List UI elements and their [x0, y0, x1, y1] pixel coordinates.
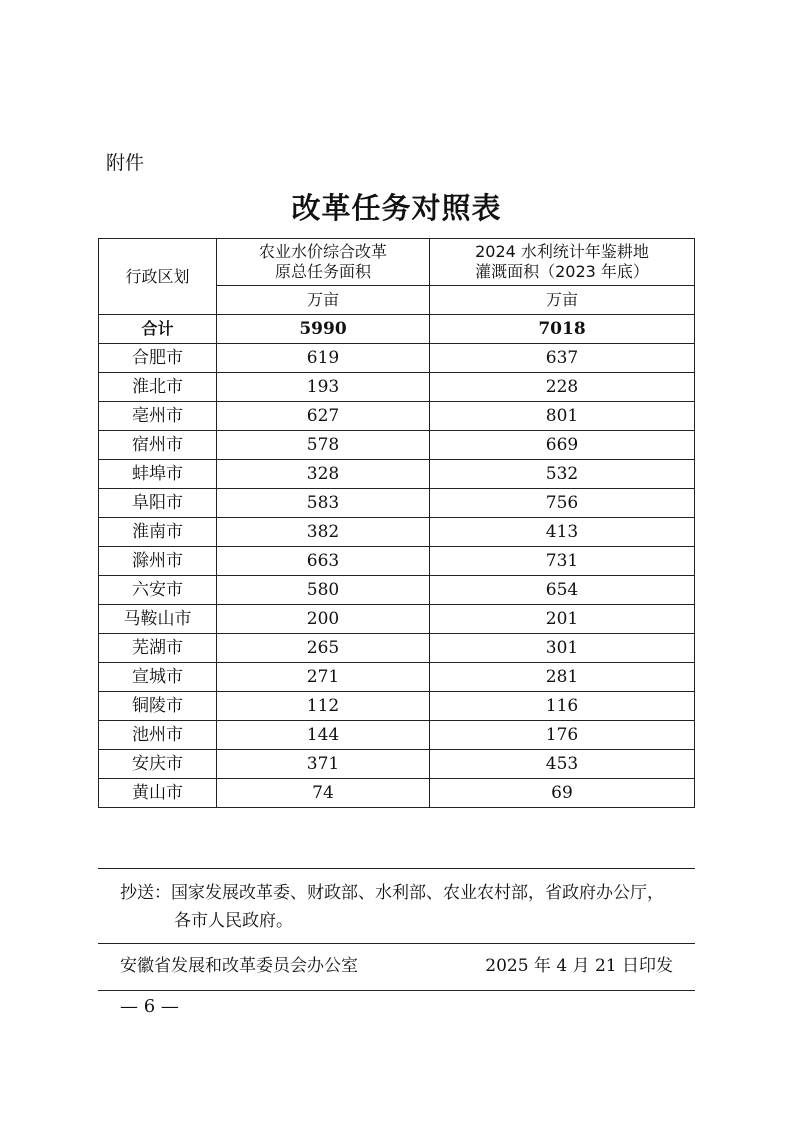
irrigation-area-cell: 116	[430, 692, 695, 721]
total-label: 合计	[99, 315, 217, 344]
issuer-row	[98, 944, 695, 982]
irrigation-area-cell: 669	[430, 431, 695, 460]
region-cell: 芜湖市	[99, 634, 217, 663]
header-col1	[217, 239, 430, 286]
table-row	[99, 431, 695, 460]
cc-line1: 抄送：国家发展改革委、财政部、水利部、农业农村部，省政府办公厅，	[120, 883, 664, 903]
table-row	[99, 402, 695, 431]
irrigation-area-cell: 228	[430, 373, 695, 402]
table-row	[99, 373, 695, 402]
task-area-cell: 328	[217, 460, 430, 489]
task-area-cell: 193	[217, 373, 430, 402]
table-row	[99, 460, 695, 489]
table-row	[99, 663, 695, 692]
table-row	[99, 344, 695, 373]
task-area-cell: 74	[217, 779, 430, 808]
task-area-cell: 200	[217, 605, 430, 634]
task-area-cell: 663	[217, 547, 430, 576]
header-col1-line1: 农业水价综合改革	[258, 242, 387, 261]
irrigation-area-cell: 69	[430, 779, 695, 808]
unit-col2: 万亩	[430, 286, 695, 315]
total-col1: 5990	[217, 315, 430, 344]
task-area-cell: 265	[217, 634, 430, 663]
task-area-cell: 578	[217, 431, 430, 460]
irrigation-area-cell: 532	[430, 460, 695, 489]
region-cell: 宣城市	[99, 663, 217, 692]
page-number: — 6 —	[120, 996, 179, 1017]
unit-col1: 万亩	[217, 286, 430, 315]
attachment-label: 附件	[106, 152, 145, 174]
reform-task-table	[98, 238, 695, 808]
irrigation-area-cell: 453	[430, 750, 695, 779]
irrigation-area-cell: 801	[430, 402, 695, 431]
region-cell: 滁州市	[99, 547, 217, 576]
region-cell: 池州市	[99, 721, 217, 750]
region-cell: 铜陵市	[99, 692, 217, 721]
header-region: 行政区划	[99, 239, 217, 315]
header-row	[99, 239, 695, 286]
issue-date: 2025 年 4 月 21 日印发	[485, 956, 673, 976]
table-row	[99, 489, 695, 518]
region-cell: 黄山市	[99, 779, 217, 808]
cc-line2: 各市人民政府。	[174, 911, 293, 931]
region-cell: 安庆市	[99, 750, 217, 779]
header-col2-line1: 2024 水利统计年鉴耕地	[475, 242, 649, 261]
irrigation-area-cell: 731	[430, 547, 695, 576]
task-area-cell: 627	[217, 402, 430, 431]
issuer-name: 安徽省发展和改革委员会办公室	[120, 956, 358, 976]
irrigation-area-cell: 756	[430, 489, 695, 518]
task-area-cell: 382	[217, 518, 430, 547]
region-cell: 宿州市	[99, 431, 217, 460]
task-area-cell: 580	[217, 576, 430, 605]
task-area-cell: 271	[217, 663, 430, 692]
task-area-cell: 371	[217, 750, 430, 779]
task-area-cell: 144	[217, 721, 430, 750]
table-row	[99, 605, 695, 634]
cc-list	[98, 869, 695, 935]
table-row	[99, 779, 695, 808]
table-row	[99, 518, 695, 547]
footer-block	[98, 868, 695, 991]
task-area-cell: 619	[217, 344, 430, 373]
irrigation-area-cell: 281	[430, 663, 695, 692]
region-cell: 合肥市	[99, 344, 217, 373]
irrigation-area-cell: 176	[430, 721, 695, 750]
header-col2	[430, 239, 695, 286]
table-row	[99, 692, 695, 721]
region-cell: 淮南市	[99, 518, 217, 547]
region-cell: 阜阳市	[99, 489, 217, 518]
task-area-cell: 112	[217, 692, 430, 721]
table-row	[99, 576, 695, 605]
irrigation-area-cell: 201	[430, 605, 695, 634]
table-row	[99, 547, 695, 576]
region-cell: 蚌埠市	[99, 460, 217, 489]
table-row	[99, 634, 695, 663]
total-col2: 7018	[430, 315, 695, 344]
document-title: 改革任务对照表	[291, 191, 502, 225]
table-row	[99, 721, 695, 750]
header-col1-line2: 原总任务面积	[274, 262, 371, 281]
region-cell: 六安市	[99, 576, 217, 605]
irrigation-area-cell: 413	[430, 518, 695, 547]
region-cell: 淮北市	[99, 373, 217, 402]
region-cell: 亳州市	[99, 402, 217, 431]
irrigation-area-cell: 654	[430, 576, 695, 605]
table-row	[99, 750, 695, 779]
irrigation-area-cell: 637	[430, 344, 695, 373]
footer-bottom-rule	[98, 990, 695, 991]
total-row	[99, 315, 695, 344]
task-area-cell: 583	[217, 489, 430, 518]
irrigation-area-cell: 301	[430, 634, 695, 663]
region-cell: 马鞍山市	[99, 605, 217, 634]
header-col2-line2: 灌溉面积（2023 年底）	[475, 262, 649, 281]
